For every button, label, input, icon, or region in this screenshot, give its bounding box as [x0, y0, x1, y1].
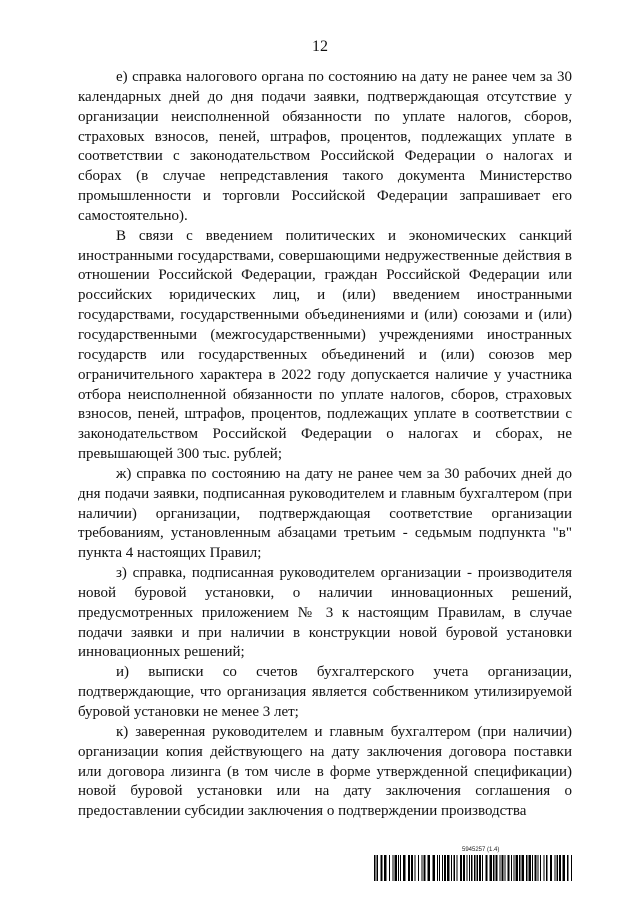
barcode-bar — [469, 855, 470, 881]
barcode-bar — [493, 855, 495, 881]
barcode-bar — [374, 855, 376, 881]
barcode-bar — [559, 855, 561, 881]
barcode-bar — [490, 855, 493, 881]
barcode-bar — [540, 855, 541, 881]
barcode-bar — [516, 855, 519, 881]
barcode-bar — [555, 855, 556, 881]
barcode-bar — [532, 855, 533, 881]
barcode-bar — [395, 855, 398, 881]
document-body — [78, 68, 572, 822]
barcode-bar — [381, 855, 383, 881]
barcode-bar — [439, 855, 440, 881]
barcode-bar — [496, 855, 498, 881]
barcode-bar — [454, 855, 456, 881]
barcode-bar — [529, 855, 532, 881]
barcode-bar — [377, 855, 379, 881]
barcode-bar — [437, 855, 438, 881]
barcode-bar — [411, 855, 413, 881]
barcode-caption: 5945257 (1.4) — [462, 847, 500, 853]
barcode-bar — [563, 855, 566, 881]
paragraph-sanctions: В связи с введением политических и экономических санкций иностранными государствами, совершающими недружественные действия в отношении Российской Федерации, граждан Российской Федерации или российских юридических лиц, и (или) введением иностранными государствами, государственными объединениями и (или) союзами и (или) государственными (межгосударственными) учреждениями иностранных государств или государственных объединений и (или) союзов мер ограничительного характера в 2022 году допускается наличие у участника отбора неисполненной обязанности по уплате налогов, сборов, страховых взносов, пеней, штрафов, процентов, подлежащих уплате в соответствии с законодательством Российской Федерации о налогах и сборах, не превышающей 300 тыс. рублей; — [78, 227, 572, 463]
barcode-bar — [389, 855, 390, 881]
barcode-bar — [471, 855, 473, 881]
barcode-bar — [433, 855, 436, 881]
barcode-bar — [467, 855, 468, 881]
barcode-bar — [482, 855, 483, 881]
barcode-bar — [415, 855, 416, 881]
barcode-bar — [460, 855, 462, 881]
barcode-bar — [502, 855, 504, 881]
barcode-bar — [418, 855, 419, 881]
barcode-bar — [444, 855, 446, 881]
barcode-bar — [535, 855, 537, 881]
barcode-bar — [384, 855, 387, 881]
paragraph-i: и) выписки со счетов бухгалтерского учета организации, подтверждающие, что организация является собственником утилизируемой буровой установки не менее 3 лет; — [78, 664, 572, 720]
paragraph-k: к) заверенная руководителем и главным бухгалтером (при наличии) организации копия действующего на дату заключения договора поставки или договора лизинга (в том числе в форме утвержденной спецификации) новой буровой установки или на дату заключения соглашения о предоставлении субсидии заключения о подтверждении производства — [78, 723, 572, 820]
paragraph-z: з) справка, подписанная руководителем организации - производителя новой буровой установки, о наличии инновационных решений, предусмотренных приложением № 3 к настоящим Правилам, в случае подачи заявки и при наличии в конструкции новой буровой установки инновационных решений; — [78, 565, 572, 661]
barcode-bar — [403, 855, 406, 881]
barcode-bar — [505, 855, 506, 881]
barcode-bar — [546, 855, 548, 881]
barcode-bar — [474, 855, 476, 881]
barcode-bar — [447, 855, 450, 881]
page-number: 12 — [312, 38, 328, 55]
barcode-bar — [451, 855, 452, 881]
barcode-bar — [526, 855, 528, 881]
barcode-bar — [486, 855, 488, 881]
barcode-bar — [422, 855, 423, 881]
paragraph-zh: ж) справка по состоянию на дату не ранее чем за 30 рабочих дней до дня подачи заявки, подписанная руководителем и главным бухгалтером (при наличии) организации, подтверждающая соответствие организации требованиям, установленным абзацами третьим - седьмым подпункта "в" пункта 4 настоящих Правил; — [78, 465, 572, 562]
barcode-bar — [463, 855, 465, 881]
barcode-bar — [477, 855, 479, 881]
barcode-bar — [567, 855, 569, 881]
barcode-bar — [398, 855, 399, 881]
barcode-bar — [511, 855, 512, 881]
barcode-bar — [400, 855, 401, 881]
barcode-bar — [457, 855, 458, 881]
barcode-bar — [557, 855, 559, 881]
paragraph-e: е) справка налогового органа по состоянию на дату не ранее чем за 30 календарных дней до дня подачи заявки, подтверждающая отсутствие у организации неисполненной обязанности по уплате налогов, сборов, страховых взносов, пеней, штрафов, процентов, подлежащих уплате в соответствии с законодательством Российской Федерации о налогах и сборах (в случае непредставления такого документа Министерство промышленности и торговли Российской Федерации запрашивает его самостоятельно). — [78, 69, 572, 224]
barcode-icon — [374, 855, 574, 881]
barcode-bar — [408, 855, 410, 881]
barcode-bar — [514, 855, 515, 881]
document-barcode — [374, 846, 574, 886]
barcode-bar — [500, 855, 501, 881]
barcode-bar — [544, 855, 545, 881]
barcode-bar — [522, 855, 525, 881]
barcode-bar — [508, 855, 510, 881]
barcode-bar — [550, 855, 552, 881]
barcode-bar — [479, 855, 481, 881]
barcode-bar — [442, 855, 443, 881]
barcode-bar — [519, 855, 521, 881]
barcode-bar — [393, 855, 394, 881]
barcode-bar — [571, 855, 572, 881]
barcode-bar — [428, 855, 431, 881]
barcode-bar — [538, 855, 539, 881]
barcode-bar — [424, 855, 426, 881]
